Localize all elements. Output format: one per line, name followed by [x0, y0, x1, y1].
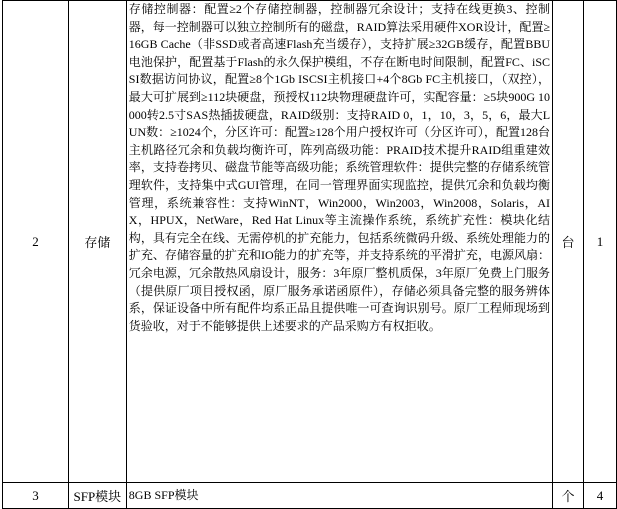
procurement-table — [2, 0, 617, 509]
table-row — [3, 483, 617, 509]
item-name-cell: SFP模块 — [68, 483, 126, 509]
spec-text: 存储控制器：配置≥2个存储控制器，控制器冗余设计；支持在线更换3、控制器，每一控制器可以独立控制所有的磁盘，RAID算法采用硬件XOR设计，配置≥16GB Cache（非SSD或者高速Flash充当缓存），支持扩展≥32GB缓存，配置BBU电池保护，配置基于Flash的永久保护模组，不存在断电时间限制，配置FC、iSCSI数据访问协议，配置≥8个1Gb ISCSI主机接口+4个8Gb FC主机接口，（双控），最大可扩展到≥112块硬盘，预授权112块物理硬盘许可，实配容量：≥5块900G 10000转2.5寸SAS热插拔硬盘，RAID级别：支持RAID 0，1，10，3，5，6，最大LUN数：≥1024个，分区许可：配置≥128个用户授权许可（分区许可），配置128台主机路径冗余和负载均衡许可，阵列高级功能：PRAID技术提升RAID组重建效率，支持卷拷贝、磁盘节能等高级功能；系统管理软件：提供完整的存储系统管理软件，支持集中式GUI管理，在同一管理界面实现监控，提供冗余和负载均衡管理，系统兼容性：支持WinNT，Win2000，Win2003，Win2008，Solaris，AIX，HPUX，NetWare，Red Hat Linux等主流操作系统，系统扩充性：模块化结构，具有完全在线、无需停机的扩充能力，包括系统微码升级、系统处理能力的扩充、存储容量的扩充和IO能力的扩充等，并支持系统的平滑扩充，电源风扇：冗余电源，冗余散热风扇设计，服务：3年原厂整机质保，3年原厂免费上门服务（提供原厂项目授权函，原厂服务承诺函原件），存储必须具备完整的服务辨体系，保证设备中所有配件均系正品且提供唯一可查询识别号。原厂工程师现场到货验收，对于不能够提供上述要求的产品采购方有权拒收。 — [128, 2, 551, 333]
unit-cell: 台 — [553, 1, 584, 483]
spec-text: 8GB SFP模块 — [128, 487, 199, 502]
quantity-cell: 1 — [584, 1, 617, 483]
quantity-cell: 4 — [584, 483, 617, 509]
item-name-cell: 存储 — [68, 1, 126, 483]
unit-cell: 个 — [553, 483, 584, 509]
row-number-cell: 3 — [3, 483, 69, 509]
table-row — [3, 1, 617, 483]
row-number-cell: 2 — [3, 1, 69, 483]
spec-cell — [126, 1, 552, 483]
spec-cell — [126, 483, 552, 509]
